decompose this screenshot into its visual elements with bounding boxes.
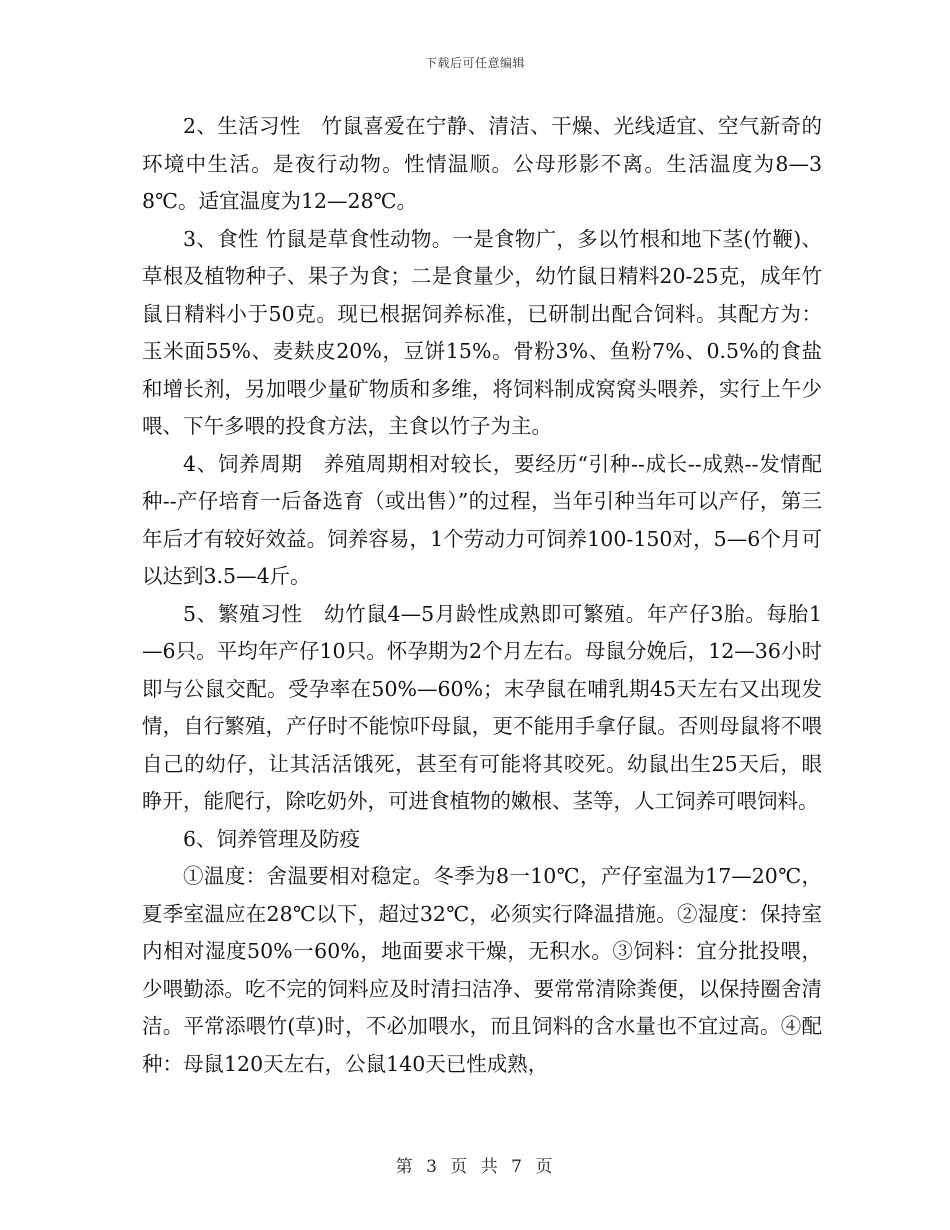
paragraph-reproduction: 5、繁殖习性 幼竹鼠4—5月龄性成熟即可繁殖。年产仔3胎。每胎1—6只。平均年产仔10只。怀孕期为2个月左右。母鼠分娩后，12—36小时即与公鼠交配。受孕率在50%—60%；末孕鼠在哺乳期45天左右又出现发情，自行繁殖，产仔时不能惊吓母鼠，更不能用手拿仔鼠。否则母鼠将不喂自己的幼仔，让其活活饿死，甚至有可能将其咬死。幼鼠出生25天后，眼睁开，能爬行，除吃奶外，可进食植物的嫩根、茎等，人工饲养可喂饲料。	[142, 601, 822, 813]
page-footer: 第 3 页 共 7 页	[395, 1157, 555, 1177]
paragraph-breeding-cycle: 4、饲养周期 养殖周期相对较长，要经历“引种--成长--成熟--发情配种--产仔培育一后备选育（或出售）”的过程，当年引种当年可以产仔，第三年后才有较好效益。饲养容易，1个劳动力可饲养100-150对，5—6个月可以达到3.5—4斤。	[142, 451, 822, 588]
body-text	[142, 108, 822, 1083]
paragraph-management-details: ①温度：舍温要相对稳定。冬季为8一10℃，产仔室温为17—20℃，夏季室温应在28℃以下，超过32℃，必须实行降温措施。②湿度：保持室内相对湿度50%一60%，地面要求干燥，无积水。③饲料：宜分批投喂，少喂勤添。吃不完的饲料应及时清扫洁净、要常常清除粪便，以保持圈舍清洁。平常添喂竹(草)时，不必加喂水，而且饲料的含水量也不宜过高。④配种：母鼠120天左右，公鼠140天已性成熟，	[142, 864, 822, 1076]
page-header: 下载后可任意编辑	[424, 56, 525, 70]
paragraph-diet: 3、食性 竹鼠是草食性动物。一是食物广，多以竹根和地下茎(竹鞭)、草根及植物种子、果子为食；二是食量少，幼竹鼠日精料20-25克，成年竹鼠日精料小于50克。现已根据饲养标准，已研制出配合饲料。其配方为：玉米面55%、麦麸皮20%，豆饼15%。骨粉3%、鱼粉7%、0.5%的食盐和增长剂，另加喂少量矿物质和多维，将饲料制成窝窝头喂养，实行上午少喂、下午多喂的投食方法，主食以竹子为主。	[142, 226, 822, 438]
paragraph-management-heading: 6、饲养管理及防疫	[183, 826, 361, 851]
paragraph-living-habits: 2、生活习性 竹鼠喜爱在宁静、清洁、干燥、光线适宜、空气新奇的环境中生活。是夜行动物。性情温顺。公母形影不离。生活温度为8—38℃。适宜温度为12—28℃。	[142, 114, 822, 213]
